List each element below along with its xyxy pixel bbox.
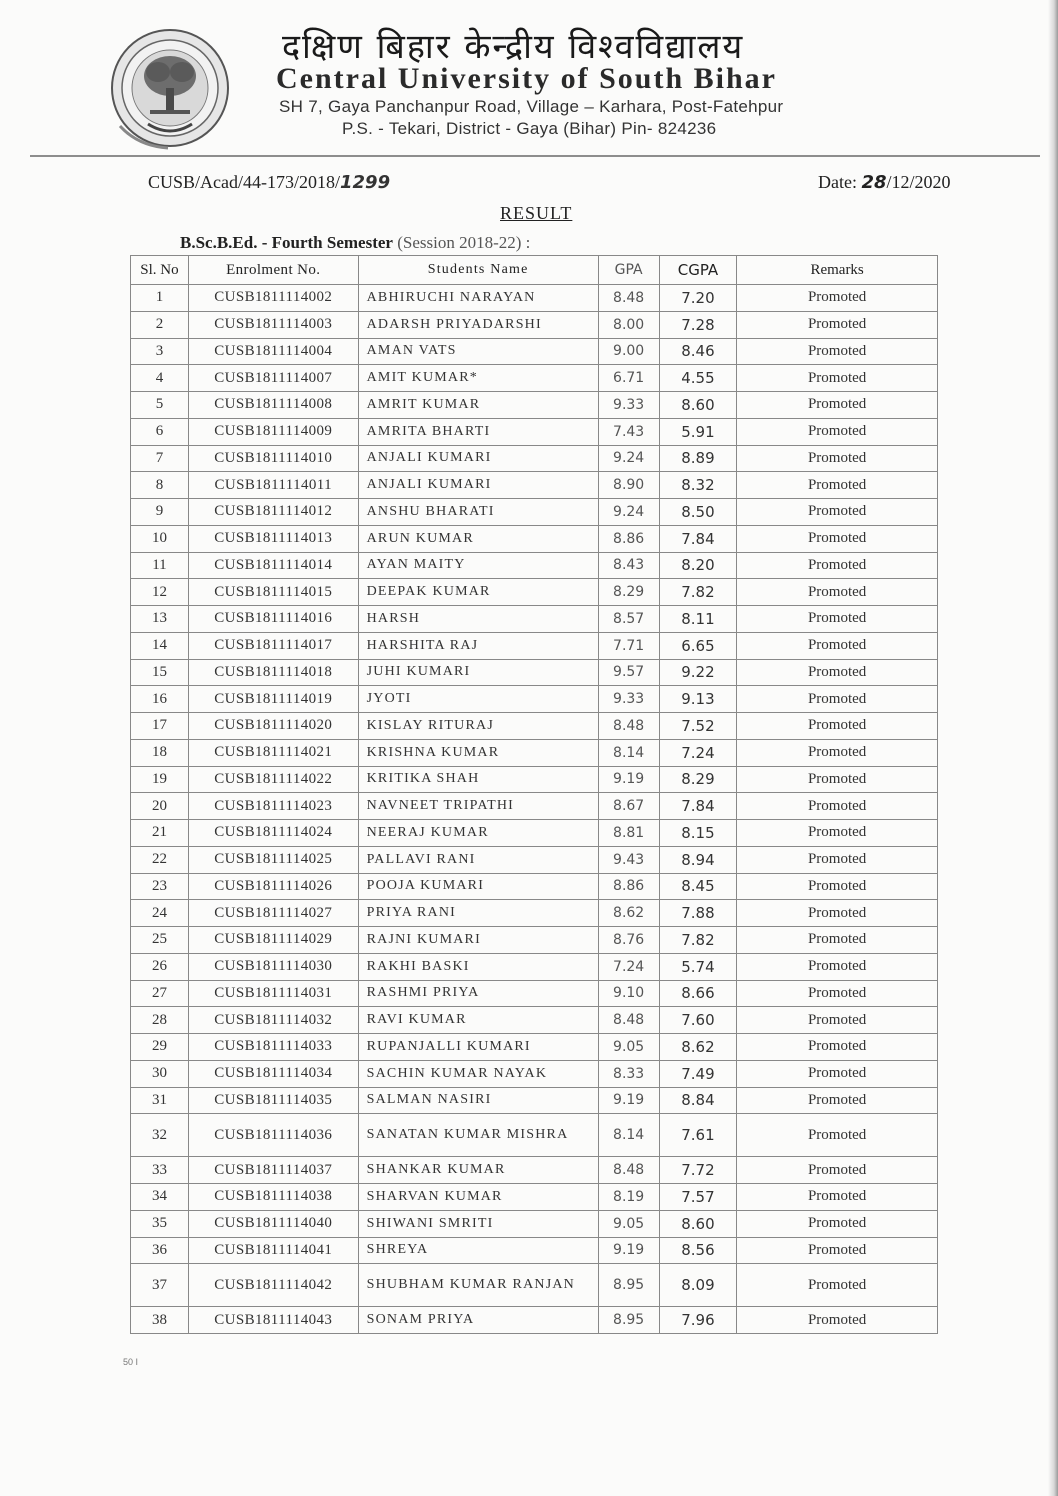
cell-gpa: 8.43: [598, 552, 659, 579]
cell-remarks: Promoted: [737, 1007, 938, 1034]
table-row: [131, 1307, 938, 1334]
cell-remarks: Promoted: [737, 311, 938, 338]
cell-student-name: SONAM PRIYA: [358, 1307, 598, 1334]
cell-cgpa: 8.89: [659, 445, 737, 472]
cell-cgpa: 6.65: [659, 632, 737, 659]
cell-student-name: HARSH: [358, 606, 598, 633]
cell-cgpa: 9.22: [659, 659, 737, 686]
date-month-year: /12/2020: [886, 172, 951, 192]
cell-sl-no: 5: [131, 392, 189, 419]
cell-sl-no: 27: [131, 980, 189, 1007]
cell-student-name: ADARSH PRIYADARSHI: [358, 311, 598, 338]
cell-student-name: ANSHU BHARATI: [358, 499, 598, 526]
cell-student-name: JUHI KUMARI: [358, 659, 598, 686]
cell-sl-no: 1: [131, 285, 189, 312]
cell-remarks: Promoted: [737, 980, 938, 1007]
cell-gpa: 9.10: [598, 980, 659, 1007]
cell-cgpa: 7.57: [659, 1184, 737, 1211]
cell-enrolment: CUSB1811114036: [188, 1114, 358, 1157]
cell-remarks: Promoted: [737, 472, 938, 499]
course-semester: B.Sc.B.Ed. - Fourth Semester: [180, 233, 393, 252]
university-name-english: Central University of South Bihar: [276, 62, 777, 95]
cell-remarks: Promoted: [737, 1184, 938, 1211]
table-row: [131, 1087, 938, 1114]
table-row: [131, 525, 938, 552]
cell-gpa: 8.57: [598, 606, 659, 633]
table-row: [131, 392, 938, 419]
cell-remarks: Promoted: [737, 1087, 938, 1114]
cell-student-name: SALMAN NASIRI: [358, 1087, 598, 1114]
cell-enrolment: CUSB1811114043: [188, 1307, 358, 1334]
cell-remarks: Promoted: [737, 846, 938, 873]
cell-enrolment: CUSB1811114003: [188, 311, 358, 338]
cell-enrolment: CUSB1811114020: [188, 713, 358, 740]
cell-remarks: Promoted: [737, 1034, 938, 1061]
cell-remarks: Promoted: [737, 1210, 938, 1237]
cell-sl-no: 23: [131, 873, 189, 900]
cell-student-name: SACHIN KUMAR NAYAK: [358, 1060, 598, 1087]
cell-cgpa: 7.82: [659, 927, 737, 954]
cell-sl-no: 17: [131, 713, 189, 740]
cell-sl-no: 2: [131, 311, 189, 338]
cell-student-name: RUPANJALLI KUMARI: [358, 1034, 598, 1061]
cell-student-name: DEEPAK KUMAR: [358, 579, 598, 606]
cell-enrolment: CUSB1811114013: [188, 525, 358, 552]
cell-cgpa: 7.84: [659, 793, 737, 820]
cell-enrolment: CUSB1811114016: [188, 606, 358, 633]
cell-cgpa: 9.13: [659, 686, 737, 713]
cell-gpa: 9.19: [598, 1237, 659, 1264]
cell-remarks: Promoted: [737, 579, 938, 606]
cell-enrolment: CUSB1811114009: [188, 418, 358, 445]
cell-remarks: Promoted: [737, 953, 938, 980]
table-row: [131, 766, 938, 793]
cell-gpa: 8.29: [598, 579, 659, 606]
cell-sl-no: 20: [131, 793, 189, 820]
table-row: [131, 980, 938, 1007]
cell-remarks: Promoted: [737, 820, 938, 847]
cell-remarks: Promoted: [737, 445, 938, 472]
cell-cgpa: 8.50: [659, 499, 737, 526]
cell-enrolment: CUSB1811114031: [188, 980, 358, 1007]
cell-enrolment: CUSB1811114041: [188, 1237, 358, 1264]
cell-student-name: AMIT KUMAR*: [358, 365, 598, 392]
cell-student-name: KRISHNA KUMAR: [358, 739, 598, 766]
table-row: [131, 846, 938, 873]
cell-sl-no: 31: [131, 1087, 189, 1114]
reference-handwritten: 1299: [340, 172, 391, 193]
cell-remarks: Promoted: [737, 552, 938, 579]
cell-remarks: Promoted: [737, 1114, 938, 1157]
cell-student-name: HARSHITA RAJ: [358, 632, 598, 659]
table-row: [131, 606, 938, 633]
cell-gpa: 8.00: [598, 311, 659, 338]
address-line-2: P.S. - Tekari, District - Gaya (Bihar) Pin- 824236: [342, 119, 717, 138]
cell-gpa: 8.19: [598, 1184, 659, 1211]
table-row: [131, 1237, 938, 1264]
cell-student-name: AMRITA BHARTI: [358, 418, 598, 445]
date-handwritten-day: 28: [861, 172, 887, 193]
cell-student-name: KISLAY RITURAJ: [358, 713, 598, 740]
table-row: [131, 1210, 938, 1237]
cell-sl-no: 36: [131, 1237, 189, 1264]
cell-cgpa: 7.96: [659, 1307, 737, 1334]
cell-student-name: RASHMI PRIYA: [358, 980, 598, 1007]
cell-remarks: Promoted: [737, 793, 938, 820]
cell-sl-no: 35: [131, 1210, 189, 1237]
cell-sl-no: 21: [131, 820, 189, 847]
cell-enrolment: CUSB1811114034: [188, 1060, 358, 1087]
cell-cgpa: 8.60: [659, 1210, 737, 1237]
date-label: Date:: [818, 172, 862, 192]
table-row: [131, 820, 938, 847]
cell-student-name: SANATAN KUMAR MISHRA: [358, 1114, 598, 1157]
table-row: [131, 793, 938, 820]
cell-student-name: RAJNI KUMARI: [358, 927, 598, 954]
table-row: [131, 285, 938, 312]
header-gpa: GPA: [598, 256, 659, 285]
table-row: [131, 927, 938, 954]
cell-sl-no: 30: [131, 1060, 189, 1087]
address-line-1: SH 7, Gaya Panchanpur Road, Village – Karhara, Post-Fatehpur: [279, 97, 784, 116]
cell-gpa: 7.71: [598, 632, 659, 659]
cell-gpa: 9.33: [598, 392, 659, 419]
cell-student-name: SHARVAN KUMAR: [358, 1184, 598, 1211]
cell-cgpa: 8.56: [659, 1237, 737, 1264]
cell-student-name: NEERAJ KUMAR: [358, 820, 598, 847]
university-seal-logo: [108, 26, 233, 151]
reference-prefix: CUSB/Acad/44-173/2018/: [148, 172, 340, 192]
table-row: [131, 1060, 938, 1087]
cell-enrolment: CUSB1811114022: [188, 766, 358, 793]
cell-cgpa: 8.66: [659, 980, 737, 1007]
cell-remarks: Promoted: [737, 739, 938, 766]
cell-enrolment: CUSB1811114033: [188, 1034, 358, 1061]
cell-cgpa: 8.60: [659, 392, 737, 419]
result-table-body: [131, 285, 938, 1334]
cell-sl-no: 10: [131, 525, 189, 552]
cell-sl-no: 16: [131, 686, 189, 713]
cell-enrolment: CUSB1811114042: [188, 1264, 358, 1307]
cell-enrolment: CUSB1811114026: [188, 873, 358, 900]
cell-gpa: 8.76: [598, 927, 659, 954]
cell-gpa: 9.00: [598, 338, 659, 365]
header-enrolment: Enrolment No.: [188, 256, 358, 285]
cell-gpa: 8.81: [598, 820, 659, 847]
cell-gpa: 8.90: [598, 472, 659, 499]
cell-remarks: Promoted: [737, 1157, 938, 1184]
cell-enrolment: CUSB1811114025: [188, 846, 358, 873]
cell-enrolment: CUSB1811114008: [188, 392, 358, 419]
cell-gpa: 9.43: [598, 846, 659, 873]
cell-remarks: Promoted: [737, 285, 938, 312]
cell-gpa: 8.95: [598, 1264, 659, 1307]
cell-cgpa: 8.20: [659, 552, 737, 579]
cell-enrolment: CUSB1811114015: [188, 579, 358, 606]
cell-sl-no: 24: [131, 900, 189, 927]
cell-gpa: 8.95: [598, 1307, 659, 1334]
cell-enrolment: CUSB1811114002: [188, 285, 358, 312]
cell-remarks: Promoted: [737, 525, 938, 552]
cell-cgpa: 7.52: [659, 713, 737, 740]
cell-gpa: 8.48: [598, 713, 659, 740]
cell-gpa: 8.86: [598, 873, 659, 900]
cell-student-name: POOJA KUMARI: [358, 873, 598, 900]
cell-sl-no: 32: [131, 1114, 189, 1157]
cell-remarks: Promoted: [737, 1264, 938, 1307]
cell-sl-no: 6: [131, 418, 189, 445]
cell-remarks: Promoted: [737, 927, 938, 954]
cell-sl-no: 12: [131, 579, 189, 606]
cell-student-name: AYAN MAITY: [358, 552, 598, 579]
cell-enrolment: CUSB1811114007: [188, 365, 358, 392]
cell-cgpa: 8.46: [659, 338, 737, 365]
table-row: [131, 338, 938, 365]
cell-student-name: KRITIKA SHAH: [358, 766, 598, 793]
cell-sl-no: 26: [131, 953, 189, 980]
cell-student-name: NAVNEET TRIPATHI: [358, 793, 598, 820]
cell-enrolment: CUSB1811114011: [188, 472, 358, 499]
cell-student-name: ARUN KUMAR: [358, 525, 598, 552]
cell-remarks: Promoted: [737, 365, 938, 392]
cell-sl-no: 13: [131, 606, 189, 633]
cell-enrolment: CUSB1811114018: [188, 659, 358, 686]
table-row: [131, 311, 938, 338]
cell-sl-no: 33: [131, 1157, 189, 1184]
cell-student-name: ANJALI KUMARI: [358, 445, 598, 472]
cell-enrolment: CUSB1811114030: [188, 953, 358, 980]
table-row: [131, 499, 938, 526]
cell-student-name: SHIWANI SMRITI: [358, 1210, 598, 1237]
footer-mark: 50 I: [123, 1357, 139, 1367]
cell-enrolment: CUSB1811114017: [188, 632, 358, 659]
cell-sl-no: 9: [131, 499, 189, 526]
university-name-hindi: दक्षिण बिहार केन्द्रीय विश्वविद्यालय: [282, 27, 745, 67]
cell-enrolment: CUSB1811114021: [188, 739, 358, 766]
cell-remarks: Promoted: [737, 1060, 938, 1087]
cell-sl-no: 28: [131, 1007, 189, 1034]
cell-gpa: 9.24: [598, 445, 659, 472]
cell-sl-no: 14: [131, 632, 189, 659]
cell-sl-no: 15: [131, 659, 189, 686]
table-row: [131, 900, 938, 927]
table-row: [131, 1034, 938, 1061]
cell-remarks: Promoted: [737, 606, 938, 633]
cell-cgpa: 7.72: [659, 1157, 737, 1184]
cell-remarks: Promoted: [737, 632, 938, 659]
cell-remarks: Promoted: [737, 392, 938, 419]
cell-cgpa: 7.24: [659, 739, 737, 766]
result-table: [130, 255, 938, 1334]
cell-sl-no: 38: [131, 1307, 189, 1334]
cell-enrolment: CUSB1811114012: [188, 499, 358, 526]
cell-gpa: 8.86: [598, 525, 659, 552]
cell-gpa: 8.33: [598, 1060, 659, 1087]
cell-student-name: SHUBHAM KUMAR RANJAN: [358, 1264, 598, 1307]
table-row: [131, 953, 938, 980]
cell-student-name: RAKHI BASKI: [358, 953, 598, 980]
cell-gpa: 9.57: [598, 659, 659, 686]
cell-student-name: RAVI KUMAR: [358, 1007, 598, 1034]
cell-enrolment: CUSB1811114010: [188, 445, 358, 472]
cell-cgpa: 8.15: [659, 820, 737, 847]
cell-gpa: 9.05: [598, 1034, 659, 1061]
cell-gpa: 7.43: [598, 418, 659, 445]
cell-cgpa: 8.29: [659, 766, 737, 793]
cell-student-name: ABHIRUCHI NARAYAN: [358, 285, 598, 312]
cell-gpa: 8.48: [598, 1157, 659, 1184]
cell-student-name: AMAN VATS: [358, 338, 598, 365]
table-row: [131, 659, 938, 686]
cell-remarks: Promoted: [737, 1237, 938, 1264]
table-header-row: [131, 256, 938, 285]
table-row: [131, 739, 938, 766]
table-row: [131, 579, 938, 606]
table-row: [131, 552, 938, 579]
cell-gpa: 9.24: [598, 499, 659, 526]
cell-sl-no: 34: [131, 1184, 189, 1211]
cell-remarks: Promoted: [737, 686, 938, 713]
cell-gpa: 6.71: [598, 365, 659, 392]
table-row: [131, 1157, 938, 1184]
cell-student-name: AMRIT KUMAR: [358, 392, 598, 419]
table-row: [131, 445, 938, 472]
cell-student-name: PALLAVI RANI: [358, 846, 598, 873]
cell-gpa: 8.14: [598, 739, 659, 766]
cell-remarks: Promoted: [737, 900, 938, 927]
cell-cgpa: 7.60: [659, 1007, 737, 1034]
cell-sl-no: 3: [131, 338, 189, 365]
cell-cgpa: 7.28: [659, 311, 737, 338]
cell-cgpa: 8.11: [659, 606, 737, 633]
table-row: [131, 1264, 938, 1307]
cell-cgpa: 7.84: [659, 525, 737, 552]
cell-sl-no: 18: [131, 739, 189, 766]
cell-remarks: Promoted: [737, 338, 938, 365]
page-edge-shadow: [1048, 0, 1058, 1496]
cell-remarks: Promoted: [737, 418, 938, 445]
semester-line: [180, 233, 530, 253]
table-row: [131, 1184, 938, 1211]
cell-student-name: JYOTI: [358, 686, 598, 713]
document-date: [818, 172, 951, 193]
table-row: [131, 365, 938, 392]
cell-sl-no: 4: [131, 365, 189, 392]
header-student-name: Students Name: [358, 256, 598, 285]
cell-student-name: ANJALI KUMARI: [358, 472, 598, 499]
cell-sl-no: 37: [131, 1264, 189, 1307]
cell-enrolment: CUSB1811114032: [188, 1007, 358, 1034]
cell-gpa: 8.14: [598, 1114, 659, 1157]
cell-enrolment: CUSB1811114040: [188, 1210, 358, 1237]
header-cgpa: CGPA: [659, 256, 737, 285]
cell-sl-no: 19: [131, 766, 189, 793]
table-row: [131, 686, 938, 713]
cell-cgpa: 7.88: [659, 900, 737, 927]
cell-cgpa: 8.62: [659, 1034, 737, 1061]
table-row: [131, 1114, 938, 1157]
cell-enrolment: CUSB1811114004: [188, 338, 358, 365]
table-row: [131, 1007, 938, 1034]
cell-enrolment: CUSB1811114023: [188, 793, 358, 820]
cell-gpa: 9.19: [598, 766, 659, 793]
cell-cgpa: 5.74: [659, 953, 737, 980]
cell-sl-no: 25: [131, 927, 189, 954]
cell-remarks: Promoted: [737, 1307, 938, 1334]
header-divider: [30, 155, 1040, 157]
session-text: (Session 2018-22) :: [392, 233, 531, 252]
cell-enrolment: CUSB1811114035: [188, 1087, 358, 1114]
cell-gpa: 8.62: [598, 900, 659, 927]
cell-enrolment: CUSB1811114037: [188, 1157, 358, 1184]
cell-gpa: 8.48: [598, 1007, 659, 1034]
cell-enrolment: CUSB1811114027: [188, 900, 358, 927]
cell-enrolment: CUSB1811114029: [188, 927, 358, 954]
cell-cgpa: 8.32: [659, 472, 737, 499]
cell-cgpa: 8.45: [659, 873, 737, 900]
cell-remarks: Promoted: [737, 766, 938, 793]
cell-sl-no: 7: [131, 445, 189, 472]
cell-gpa: 9.19: [598, 1087, 659, 1114]
cell-student-name: SHREYA: [358, 1237, 598, 1264]
cell-enrolment: CUSB1811114038: [188, 1184, 358, 1211]
header-sl-no: Sl. No: [131, 256, 189, 285]
cell-gpa: 9.05: [598, 1210, 659, 1237]
letterhead: [0, 0, 1058, 160]
table-row: [131, 873, 938, 900]
result-heading: RESULT: [500, 203, 573, 223]
cell-cgpa: 5.91: [659, 418, 737, 445]
table-row: [131, 713, 938, 740]
cell-cgpa: 7.49: [659, 1060, 737, 1087]
cell-gpa: 8.67: [598, 793, 659, 820]
cell-cgpa: 8.94: [659, 846, 737, 873]
cell-sl-no: 11: [131, 552, 189, 579]
cell-gpa: 8.48: [598, 285, 659, 312]
cell-sl-no: 29: [131, 1034, 189, 1061]
table-row: [131, 472, 938, 499]
cell-cgpa: 7.82: [659, 579, 737, 606]
cell-remarks: Promoted: [737, 499, 938, 526]
table-row: [131, 632, 938, 659]
cell-cgpa: 7.20: [659, 285, 737, 312]
cell-remarks: Promoted: [737, 873, 938, 900]
table-row: [131, 418, 938, 445]
cell-enrolment: CUSB1811114024: [188, 820, 358, 847]
cell-enrolment: CUSB1811114014: [188, 552, 358, 579]
cell-remarks: Promoted: [737, 713, 938, 740]
cell-gpa: 9.33: [598, 686, 659, 713]
cell-cgpa: 8.84: [659, 1087, 737, 1114]
cell-student-name: SHANKAR KUMAR: [358, 1157, 598, 1184]
cell-gpa: 7.24: [598, 953, 659, 980]
cell-cgpa: 7.61: [659, 1114, 737, 1157]
reference-number: [148, 172, 390, 193]
cell-cgpa: 8.09: [659, 1264, 737, 1307]
cell-enrolment: CUSB1811114019: [188, 686, 358, 713]
cell-sl-no: 8: [131, 472, 189, 499]
cell-remarks: Promoted: [737, 659, 938, 686]
cell-cgpa: 4.55: [659, 365, 737, 392]
cell-sl-no: 22: [131, 846, 189, 873]
cell-student-name: PRIYA RANI: [358, 900, 598, 927]
header-remarks: Remarks: [737, 256, 938, 285]
